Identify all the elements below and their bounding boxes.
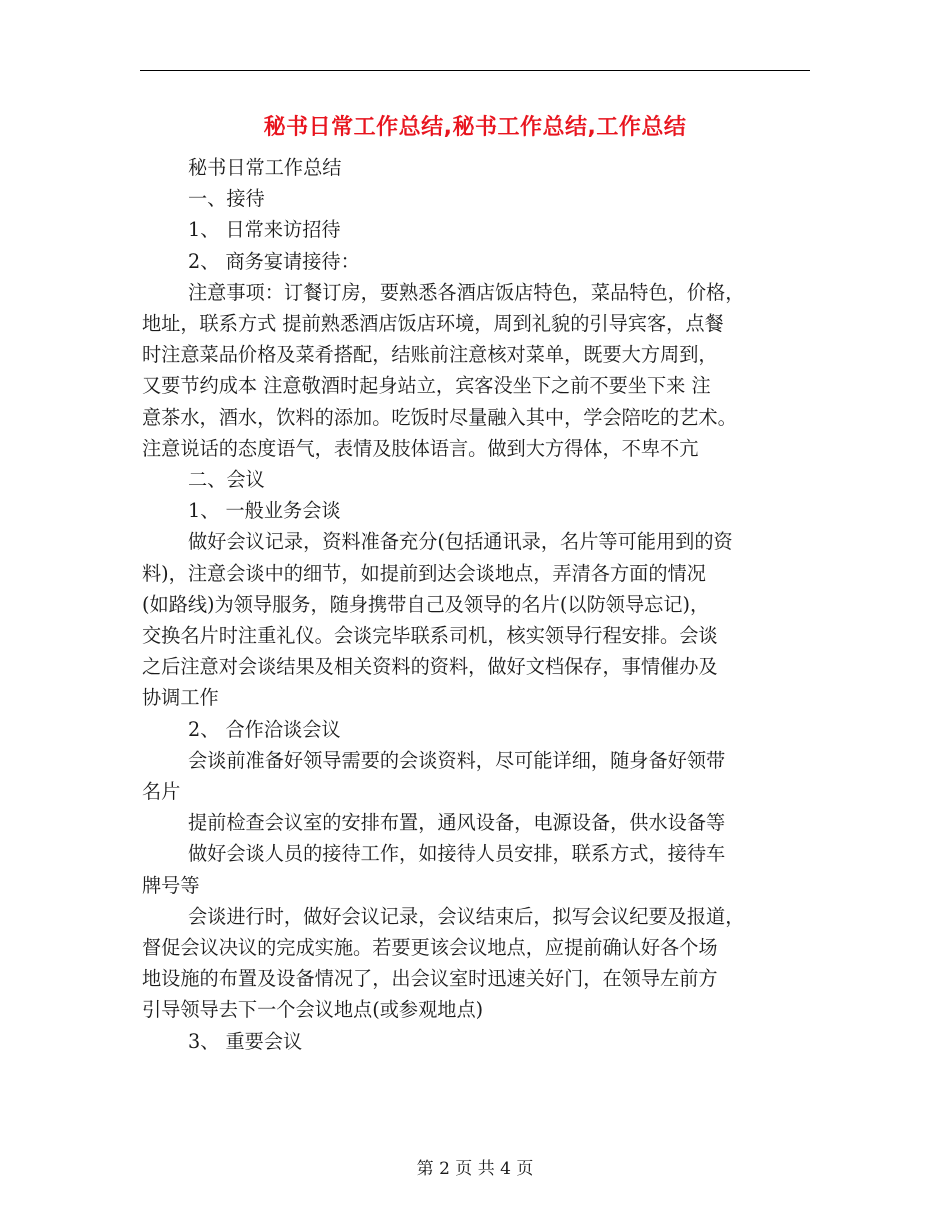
paragraph-line: 意茶水，酒水，饮料的添加。吃饭时尽量融入其中，学会陪吃的艺术。 — [142, 405, 737, 429]
header-rule — [140, 70, 810, 71]
list-item: 3、 重要会议 — [188, 1029, 303, 1053]
document-title: 秘书日常工作总结,秘书工作总结,工作总结 — [263, 115, 687, 140]
paragraph-line: 注意说话的态度语气，表情及肢体语言。做到大方得体，不卑不亢 — [142, 436, 699, 460]
document-body — [142, 152, 810, 1057]
paragraph-line: 名片 — [142, 780, 181, 804]
paragraph-line: 做好会谈人员的接待工作，如接待人员安排，联系方式，接待车 — [188, 842, 726, 866]
paragraph-line: 料)，注意会谈中的细节，如提前到达会谈地点，弄清各方面的情况 — [142, 561, 706, 585]
section-heading: 二、会议 — [188, 468, 265, 492]
paragraph-line: 交换名片时注重礼仪。会谈完毕联系司机，核实领导行程安排。会谈 — [142, 624, 718, 648]
paragraph-line: 提前检查会议室的安排布置，通风设备，电源设备，供水设备等 — [188, 811, 726, 835]
paragraph-line: 又要节约成本 注意敬酒时起身站立，宾客没坐下之前不要坐下来 注 — [142, 374, 711, 398]
list-item: 2、 合作洽谈会议 — [188, 717, 341, 741]
paragraph-line: 协调工作 — [142, 686, 219, 710]
list-item: 2、 商务宴请接待： — [188, 249, 360, 273]
paragraph-line: 做好会议记录，资料准备充分(包括通讯录，名片等可能用到的资 — [188, 530, 733, 554]
paragraph-line: 督促会议决议的完成实施。若要更该会议地点，应提前确认好各个场 — [142, 936, 718, 960]
paragraph-line: (如路线)为领导服务，随身携带自己及领导的名片(以防领导忘记)， — [142, 592, 710, 616]
list-item: 1、 日常来访招待 — [188, 218, 341, 242]
paragraph-line: 时注意菜品价格及菜肴搭配，结账前注意核对菜单，既要大方周到， — [142, 343, 718, 367]
paragraph-line: 地址，联系方式 提前熟悉酒店饭店环境，周到礼貌的引导宾客，点餐 — [142, 312, 724, 336]
paragraph-line: 会谈进行时，做好会议记录，会议结束后，拟写会议纪要及报道， — [188, 904, 745, 928]
paragraph-line: 秘书日常工作总结 — [188, 156, 342, 179]
section-heading: 一、接待 — [188, 187, 265, 211]
page-number: 第 2 页 共 4 页 — [416, 1159, 534, 1179]
paragraph-line: 引导领导去下一个会议地点(或参观地点) — [142, 998, 484, 1022]
paragraph-line: 地设施的布置及设备情况了，出会议室时迅速关好门，在领导左前方 — [142, 967, 718, 991]
paragraph-line: 会谈前准备好领导需要的会谈资料，尽可能详细，随身备好领带 — [188, 748, 726, 772]
list-item: 1、 一般业务会谈 — [188, 499, 341, 523]
paragraph-line: 牌号等 — [142, 873, 200, 897]
paragraph-line: 之后注意对会谈结果及相关资料的资料，做好文档保存，事情催办及 — [142, 655, 718, 679]
paragraph-line: 注意事项：订餐订房，要熟悉各酒店饭店特色，菜品特色，价格， — [188, 280, 745, 304]
